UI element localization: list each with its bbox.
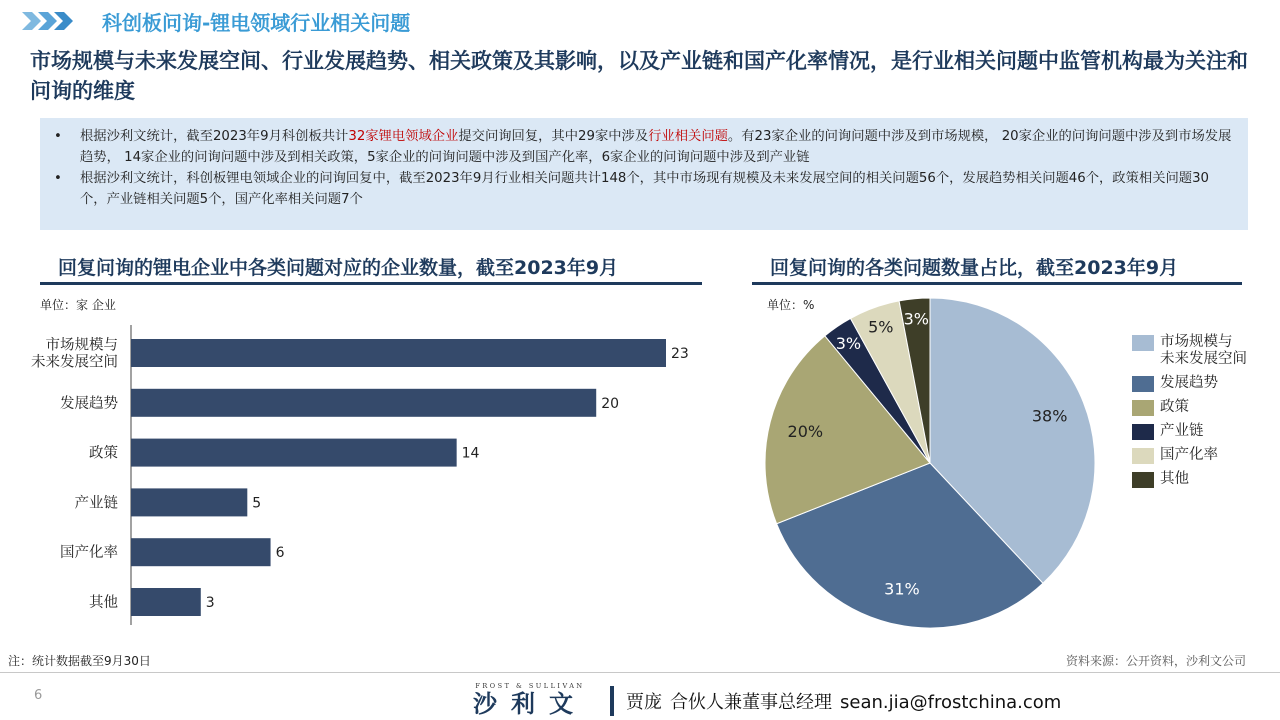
summary-bullet-1-text-c: 。有23家企业的问询问题中涉及到市场规模， 20家企业的问询问题中涉及到市场发展趋势， 14家企业的问询问题中涉及到相关政策，5家企业的问询问题中涉及到国产化率，6家企业的问询问题中涉及到产业链 xyxy=(80,129,1232,165)
pie-value-label: 5% xyxy=(868,317,894,337)
footer-divider xyxy=(0,672,1280,673)
legend-item xyxy=(1132,423,1272,440)
bar-value-label: 3 xyxy=(205,595,215,611)
chevron-arrows-icon xyxy=(22,10,82,32)
pie-chart-unit: 单位：% xyxy=(767,298,815,312)
bar-category-label: 其他 xyxy=(89,595,118,611)
pie-legend xyxy=(1132,334,1272,495)
bar-chart-unit: 单位：家 企业 xyxy=(40,298,116,312)
pie-chart-title: 回复问询的各类问题数量占比，截至2023年9月 xyxy=(770,257,1179,279)
legend-swatch xyxy=(1132,400,1154,416)
bar xyxy=(131,538,271,566)
brand-logo xyxy=(460,682,600,718)
bar-value-label: 20 xyxy=(601,395,620,412)
legend-label: 国产化率 xyxy=(1160,447,1218,463)
pie-value-label: 3% xyxy=(835,333,862,353)
bar-chart xyxy=(0,325,720,625)
summary-highlight-industry: 行业相关问题 xyxy=(648,129,728,144)
brand-logo-main: 沙利文 xyxy=(473,689,587,718)
bar-value-label: 23 xyxy=(671,346,689,362)
brand-logo-top: FROST & SULLIVAN xyxy=(475,682,585,690)
bar-category-label: 市场规模与未来发展空间 xyxy=(31,337,118,371)
contact-title: 合伙人兼董事总经理 xyxy=(670,692,832,713)
bar xyxy=(131,588,201,616)
legend-label: 市场规模与 未来发展空间 xyxy=(1160,334,1247,367)
legend-swatch xyxy=(1132,448,1154,464)
legend-swatch xyxy=(1132,424,1154,440)
legend-swatch xyxy=(1132,472,1154,488)
section-title: 科创板问询-锂电领域行业相关问题 xyxy=(102,11,411,35)
bar-chart-title: 回复问询的锂电企业中各类问题对应的企业数量，截至2023年9月 xyxy=(58,257,619,279)
legend-item xyxy=(1132,471,1272,488)
pie-chart-title-rule xyxy=(752,282,1242,285)
summary-bullet-1-text-b: 提交问询回复，其中29家中涉及 xyxy=(458,129,649,144)
summary-box xyxy=(40,118,1248,230)
bar-category-label: 发展趋势 xyxy=(60,395,118,412)
legend-label: 其他 xyxy=(1160,471,1189,487)
bar-chart-title-rule xyxy=(40,282,702,285)
legend-label: 政策 xyxy=(1160,399,1189,415)
pie-value-label: 31% xyxy=(884,579,920,599)
pie-value-label: 20% xyxy=(787,421,824,441)
legend-label: 发展趋势 xyxy=(1160,375,1218,391)
bar-category-label: 政策 xyxy=(89,445,118,462)
summary-highlight-companies: 32家锂电领域企业 xyxy=(348,129,459,144)
contact-email[interactable]: sean.jia@frostchina.com xyxy=(840,692,1062,713)
legend-item xyxy=(1132,334,1272,368)
footnote: 注：统计数据截至9月30日 xyxy=(8,654,151,668)
contact-name: 贾庞 xyxy=(626,692,662,713)
pie-value-label: 38% xyxy=(1031,406,1068,426)
pie-value-label: 3% xyxy=(903,309,930,329)
bar-value-label: 5 xyxy=(252,495,262,512)
legend-item xyxy=(1132,447,1272,464)
bar xyxy=(131,488,247,516)
bar xyxy=(131,339,666,367)
summary-bullet-1 xyxy=(50,126,1234,168)
contact-info xyxy=(626,688,1061,714)
bar xyxy=(131,389,596,417)
source-note: 资料来源：公开资料，沙利文公司 xyxy=(1065,654,1246,668)
legend-item xyxy=(1132,399,1272,416)
bar-value-label: 6 xyxy=(275,545,285,562)
bar xyxy=(131,439,457,467)
page-number: 6 xyxy=(34,688,43,703)
legend-swatch xyxy=(1132,376,1154,392)
bar-category-label: 国产化率 xyxy=(60,545,118,562)
footer-accent-bar xyxy=(610,686,614,716)
summary-bullet-1-text-a: 根据沙利文统计，截至2023年9月科创板共计 xyxy=(80,129,349,144)
legend-swatch xyxy=(1132,335,1154,351)
bar-category-label: 产业链 xyxy=(74,495,118,512)
summary-bullet-2: • 根据沙利文统计，科创板锂电领域企业的问询回复中，截至2023年9月行业相关问题共计148个，其中市场现有规模及未来发展空间的相关问题56个，发展趋势相关问题46个，政策相关问题30个，产业链相关问题5个，国产化率相关问题7个 xyxy=(50,168,1234,210)
pie-chart xyxy=(760,295,1110,635)
legend-item xyxy=(1132,375,1272,392)
bar-value-label: 14 xyxy=(461,445,480,462)
legend-label: 产业链 xyxy=(1160,423,1204,439)
page-headline: 市场规模与未来发展空间、行业发展趋势、相关政策及其影响，以及产业链和国产化率情况，是行业相关问题中监管机构最为关注和问询的维度 xyxy=(30,49,1248,103)
